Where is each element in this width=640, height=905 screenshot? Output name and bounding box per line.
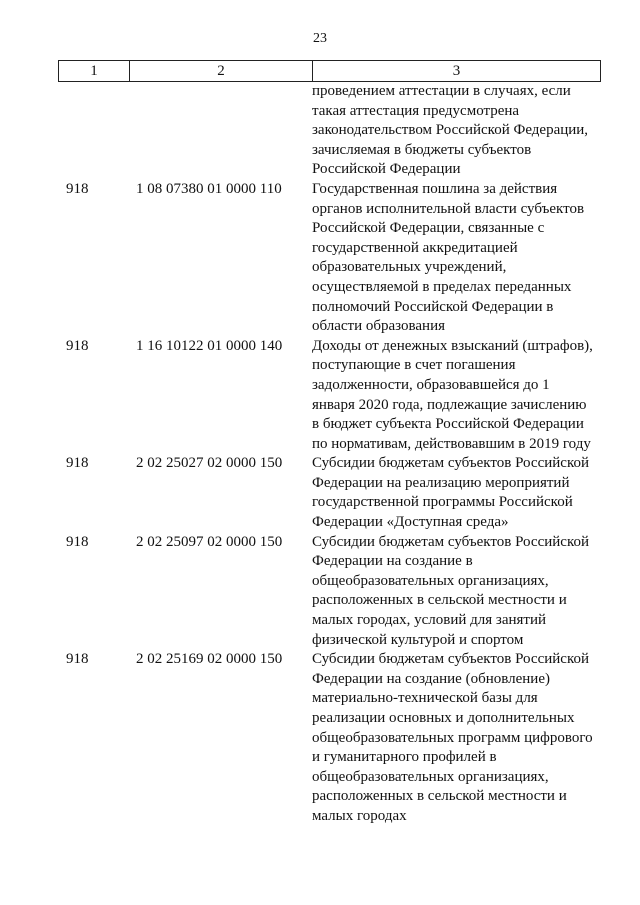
admin-code-cell: 918 xyxy=(66,337,89,354)
admin-code-cell: 918 xyxy=(66,180,89,197)
description-cell: Субсидии бюджетам субъектов Российской Федерации на реализацию мероприятий государственной программы Российской Федерации «Доступная среда» xyxy=(312,455,589,531)
admin-code-cell: 918 xyxy=(66,533,89,550)
table-row xyxy=(58,82,601,180)
table-body xyxy=(58,82,601,827)
budget-code-cell: 2 02 25097 02 0000 150 xyxy=(136,533,283,550)
table-row xyxy=(58,454,601,532)
budget-code-cell: 1 08 07380 01 0000 110 xyxy=(136,180,282,197)
description-cell: проведением аттестации в случаях, если такая аттестация предусмотрена законодательством Российской Федерации, зачисляемая в бюджеты субъектов Российской Федерации xyxy=(312,83,589,178)
column-header-1: 1 xyxy=(59,61,130,82)
budget-code-cell: 2 02 25169 02 0000 150 xyxy=(136,651,283,668)
budget-code-cell xyxy=(128,82,310,180)
page-number: 23 xyxy=(313,31,327,46)
description-cell: Субсидии бюджетам субъектов Российской Федерации на создание в общеобразовательных организациях, расположенных в сельской местности и малых городах, условий для занятий физической культурой и спортом xyxy=(312,533,589,648)
admin-code-cell: 918 xyxy=(66,455,89,472)
budget-code-cell: 2 02 25027 02 0000 150 xyxy=(136,455,283,472)
column-header-2: 2 xyxy=(130,61,313,82)
column-header-table xyxy=(58,60,601,82)
budget-code-cell: 1 16 10122 01 0000 140 xyxy=(136,337,283,354)
description-cell: Субсидии бюджетам субъектов Российской Федерации на создание (обновление) материально-технической базы для реализации основных и дополнительных общеобразовательных программ цифрового и гуманитарного профилей в общеобразовательных организациях, расположенных в сельской местности и малых городах xyxy=(312,651,593,824)
column-header-3: 3 xyxy=(313,61,601,82)
admin-code-cell: 918 xyxy=(66,651,89,668)
table-row xyxy=(58,180,601,337)
table-row xyxy=(58,533,601,651)
description-cell: Доходы от денежных взысканий (штрафов), поступающие в счет погашения задолженности, образовавшейся до 1 января 2020 года, подлежащие зачислению в бюджет субъекта Российской Федерации по нормативам, действовавшим в 2019 году xyxy=(312,337,593,452)
table-row xyxy=(58,337,601,455)
admin-code-cell xyxy=(58,82,128,180)
description-cell: Государственная пошлина за действия органов исполнительной власти субъектов Российской Федерации, связанные с государственной аккредитацией образовательных учреждений, осуществляемой в пределах переданных полномочий Российской Федерации в области образования xyxy=(312,180,585,335)
table-row xyxy=(58,650,601,826)
